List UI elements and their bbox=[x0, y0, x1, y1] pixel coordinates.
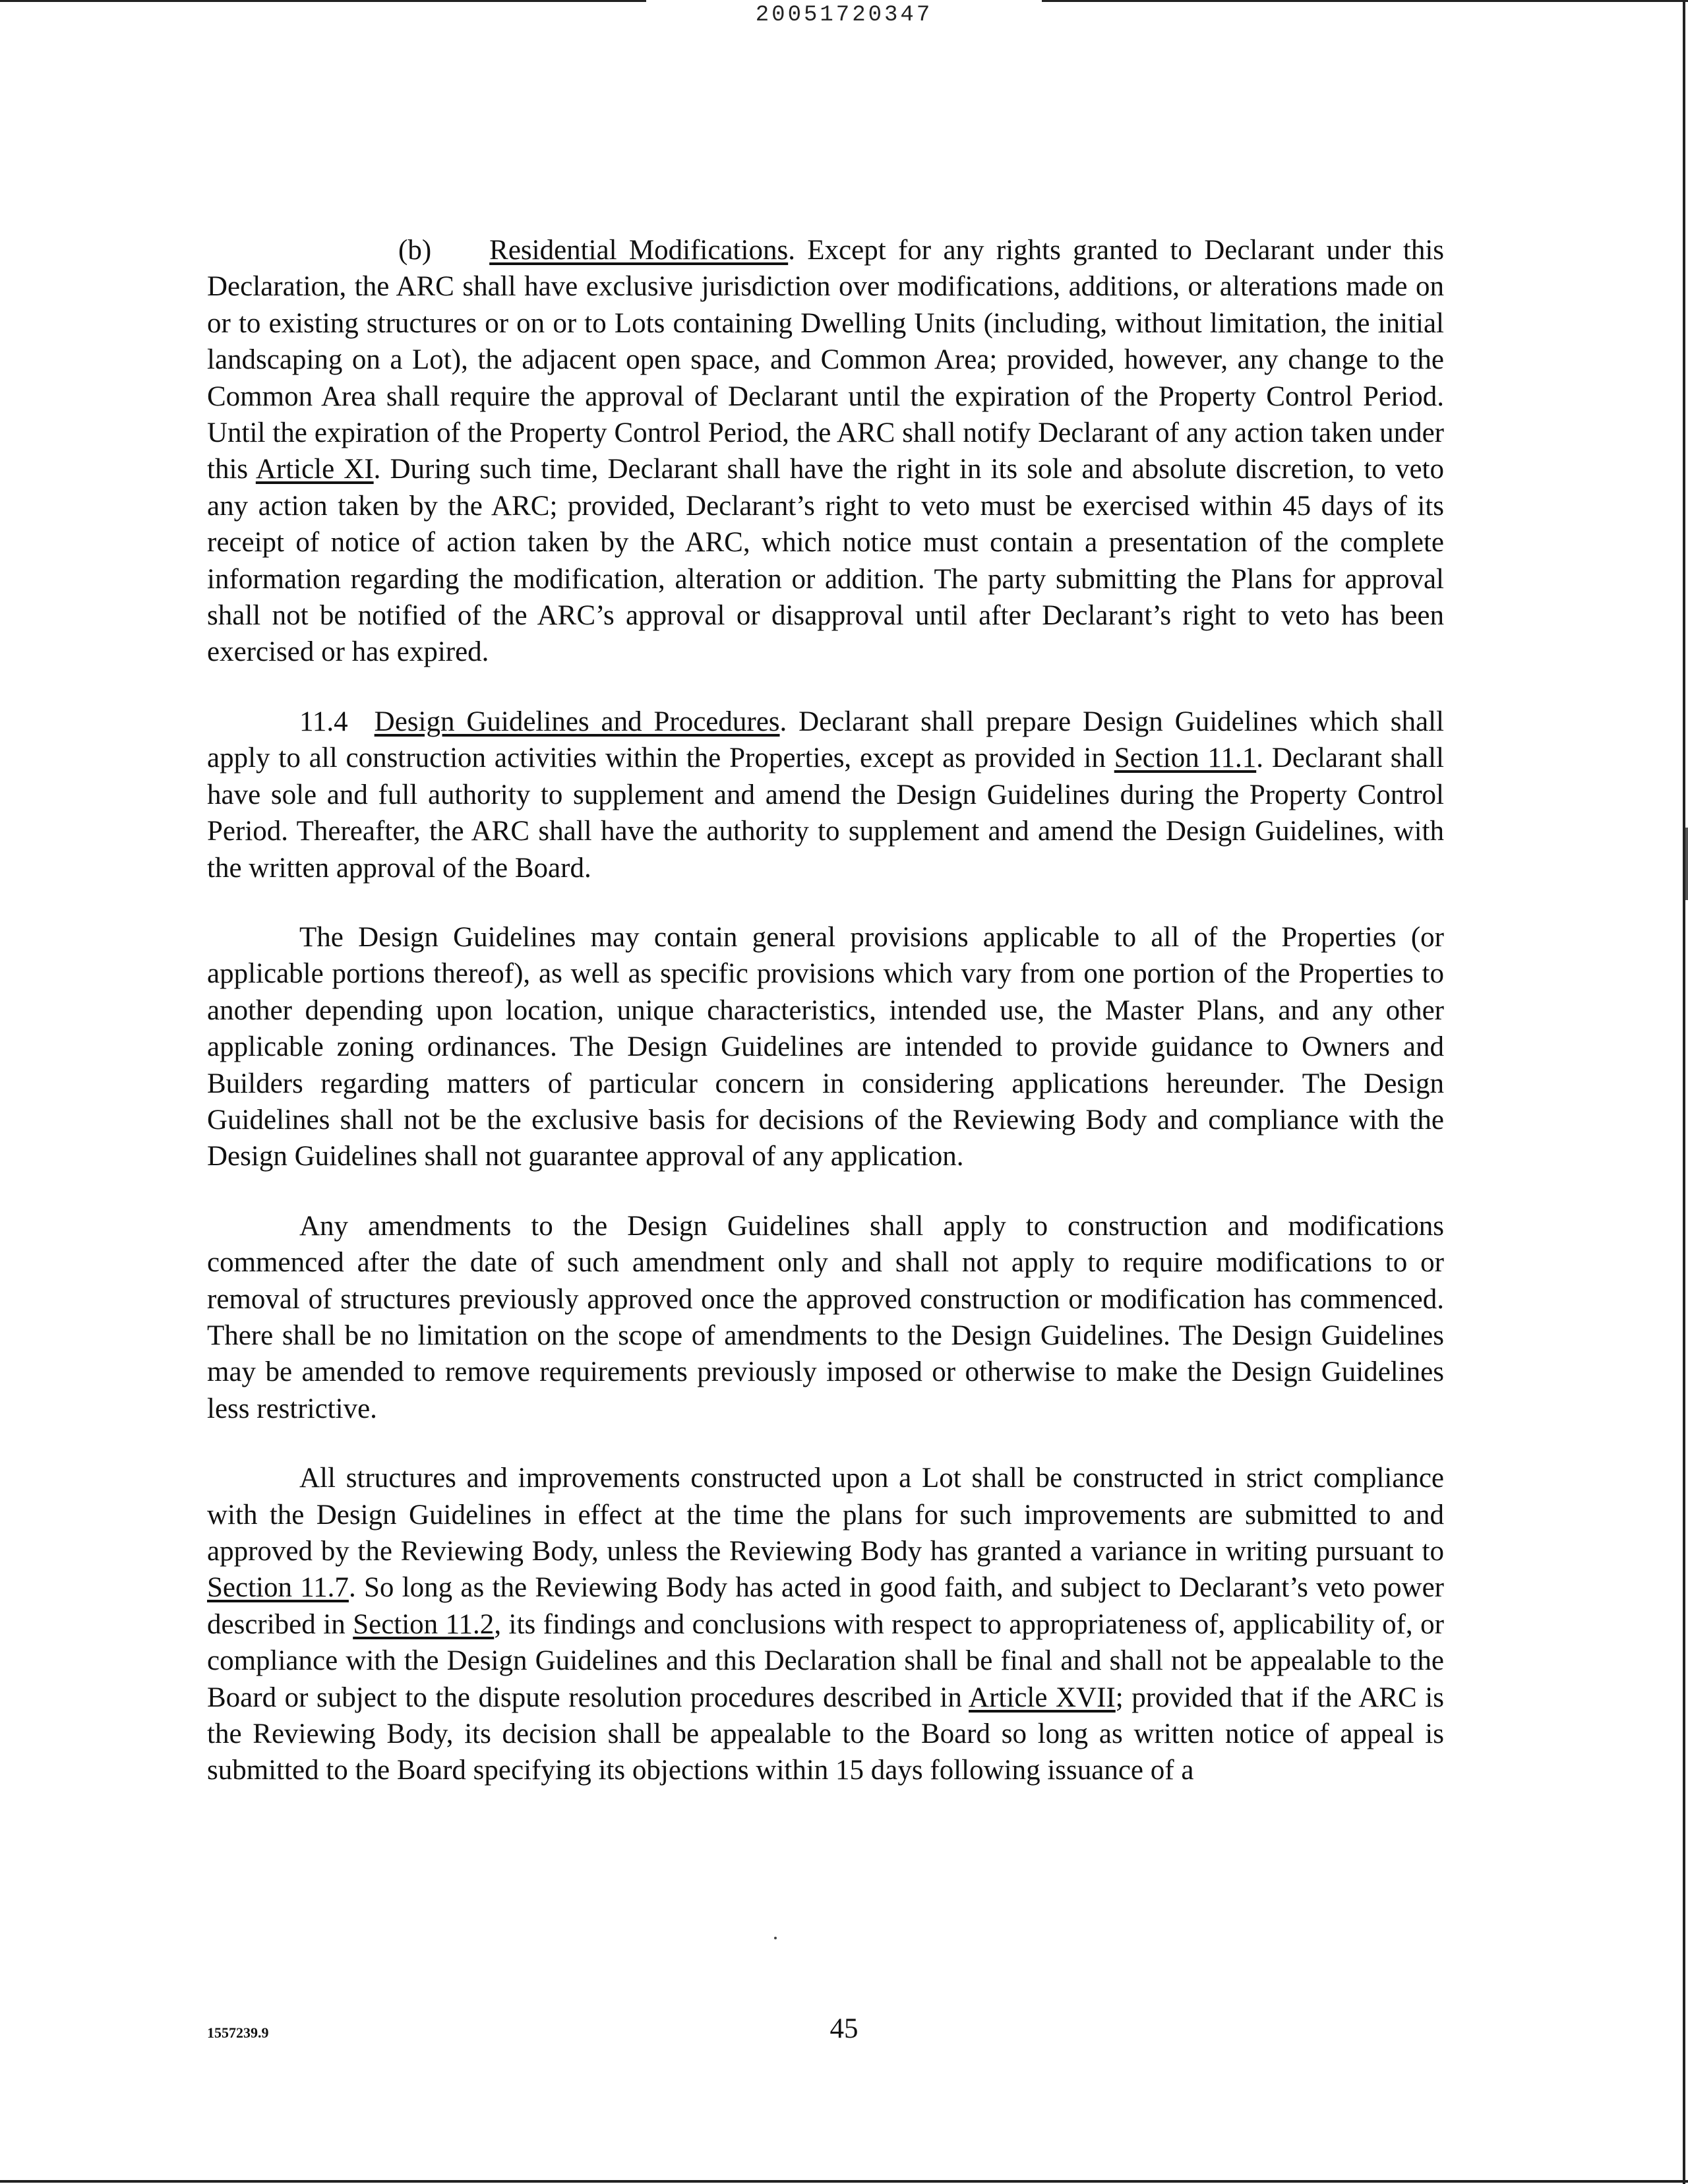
scan-border-right bbox=[1683, 0, 1685, 2184]
section-reference: Section 11.7 bbox=[207, 1572, 349, 1604]
document-body bbox=[207, 232, 1444, 1789]
scan-border-top-left bbox=[0, 0, 646, 2]
paragraph-text: . During such time, Declarant shall have the right in its sole and absolute discretion, to veto any action taken by the ARC; provided, Declarant’s right to veto must be exercised within 45 days of its receipt of notice of action taken by the ARC, which notice must contain a presentation of the complete information regarding the modification, alteration or addition. The party submitting the Plans for approval shall not be notified of the ARC’s approval or disapproval until after Declarant’s right to veto has been exercised or has expired. bbox=[207, 454, 1444, 668]
paragraph-text: , its findings and conclusions with respect to appropriateness of, applicability of, or compliance with the Design Guidelines and this Declaration shall be final and shall not be appealable to the Board or subject to the dispute resolution procedures described in bbox=[207, 1608, 1444, 1713]
section-number: 11.4 bbox=[299, 706, 348, 737]
paragraph-guidelines-contents: The Design Guidelines may contain general provisions applicable to all of the Properties (or applicable portions thereof), as well as specific provisions which vary from one portion of the Properties to another depending upon location, unique characteristics, intended use, the Master Plans, and any other applicable zoning ordinances. The Design Guidelines are intended to provide guidance to Owners and Builders regarding matters of particular concern in considering applications hereunder. The Design Guidelines shall not be the exclusive basis for decisions of the Reviewing Body and compliance with the Design Guidelines shall not guarantee approval of any application. bbox=[207, 921, 1444, 1172]
scan-border-bottom bbox=[0, 2180, 1688, 2183]
document-id: 1557239.9 bbox=[207, 2024, 269, 2041]
paragraph-amendments: Any amendments to the Design Guidelines shall apply to construction and modifications commenced after the date of such amendment only and shall not apply to require modifications to or removal of structures previously approved once the approved construction or modification has commenced. There shall be no limitation on the scope of amendments to the Design Guidelines. The Design Guidelines may be amended to remove requirements previously imposed or otherwise to make the Design Guidelines less restrictive. bbox=[207, 1210, 1444, 1424]
scan-edge-mark bbox=[1685, 828, 1688, 900]
paragraph-text: ; provided that if the ARC is the Reviewing Body, its decision shall be appealable to the Board so long as written notice of appeal is submitted to the Board specifying its objections within 15 days following issuance of a bbox=[207, 1682, 1444, 1786]
page-number: 45 bbox=[829, 2013, 859, 2044]
paragraph-text: . Declarant shall have sole and full authority to supplement and amend the Design Guidelines during the Property Control Period. Thereafter, the ARC shall have the authority to supplement and amend the Design Guidelines, with the written approval of the Board. bbox=[207, 743, 1444, 884]
section-title: Design Guidelines and Procedures bbox=[374, 706, 780, 737]
paragraph-compliance bbox=[207, 1460, 1444, 1789]
article-reference: Article XI bbox=[255, 454, 374, 485]
paragraph-text: . Except for any rights granted to Declarant under this Declaration, the ARC shall have exclusive jurisdiction over modifications, additions, or alterations made on or to existing structures or on or to Lots containing Dwelling Units (including, without limitation, the initial landscaping on a Lot), the adjacent open space, and Common Area; provided, however, any change to the Common Area shall require the approval of Declarant until the expiration of the Property Control Period. Until the expiration of the Property Control Period, the ARC shall notify Declarant of any action taken under this bbox=[207, 235, 1444, 485]
article-reference: Article XVII bbox=[969, 1682, 1116, 1713]
scan-border-top-right bbox=[1042, 0, 1688, 2]
section-reference: Section 11.1 bbox=[1114, 743, 1257, 774]
paragraph-residential-modifications bbox=[207, 232, 1444, 671]
paragraph-text: All structures and improvements constructed upon a Lot shall be constructed in strict compliance with the Design Guidelines in effect at the time the plans for such improvements are submitted to and approved by the Reviewing Body, unless the Reviewing Body has granted a variance in writing pursuant to bbox=[207, 1463, 1444, 1567]
scan-speck bbox=[774, 1937, 777, 1939]
subsection-label: (b) bbox=[398, 235, 432, 266]
section-reference: Section 11.2 bbox=[353, 1608, 495, 1640]
subsection-title: Residential Modifications bbox=[489, 235, 789, 266]
paragraph-design-guidelines bbox=[207, 704, 1444, 886]
paragraph-text: . Declarant shall prepare Design Guidelines which shall apply to all construction activities within the Properties, except as provided in bbox=[207, 706, 1444, 774]
recording-stamp: 20051720347 bbox=[755, 3, 933, 28]
paragraph-text: . So long as the Reviewing Body has acted in good faith, and subject to Declarant’s veto power described in bbox=[207, 1572, 1444, 1640]
